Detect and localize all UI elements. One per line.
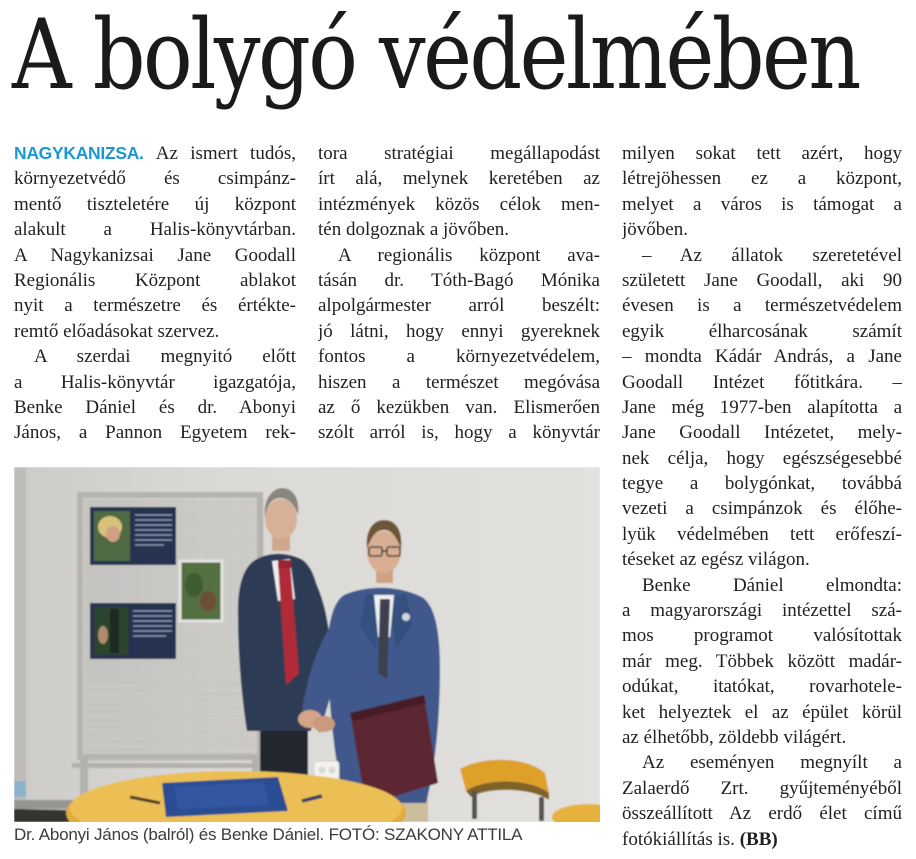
text-line: ket helyeztek el az épület körül: [622, 701, 902, 723]
text-column-1: [14, 141, 296, 446]
text-line: alakult a Halis-könyvtárban.: [14, 219, 296, 241]
text-line: a magyarországi intézettel szá-: [622, 600, 902, 622]
text-line: jó látni, hogy ennyi gyereknek: [318, 320, 600, 342]
author-initials: (BB): [734, 828, 778, 850]
text-line: téseket az egész világon.: [622, 549, 810, 571]
text-line: Zalaerdő Zrt. gyűjteményéből: [622, 777, 902, 799]
text-line: NAGYKANIZSA. Az ismert tudós,: [14, 143, 296, 164]
text-line: már meg. Többek között madár-: [622, 650, 902, 672]
text-line: írt alá, melynek keretében az: [318, 168, 600, 190]
text-line: nyit a természetre és értékte-: [14, 295, 296, 317]
article-photo-illustration: [14, 467, 600, 822]
text-line: Az eseményen megnyílt a: [642, 752, 902, 774]
folder-blue: [162, 777, 288, 817]
text-line: tén dolgoznak a jövőben.: [318, 219, 510, 241]
text-line: mentő tiszteletére új központ: [14, 193, 296, 215]
exhibition-poster-top: [90, 507, 176, 565]
text-line: A regionális központ ava-: [338, 244, 600, 266]
text-line: tásán dr. Tóth-Bagó Mónika: [318, 269, 600, 291]
text-line: lyük védelmében tett erőfeszí-: [622, 523, 902, 545]
text-line: odúkat, itatókat, rovarhotele-: [622, 676, 902, 698]
location-kicker: NAGYKANIZSA.: [14, 143, 156, 163]
text-line: Benke Dániel elmondta:: [642, 574, 902, 596]
text-line: fontos a környezetvédelem,: [318, 346, 600, 368]
text-line: Goodall Intézet főtitkára. –: [622, 371, 902, 393]
photo-caption-text: Dr. Abonyi János (balról) és Benke Dániel.: [14, 825, 325, 844]
text-line: szólt arról is, hogy a könyvtár: [318, 422, 600, 444]
text-line: vezeti a csimpánzok és élőhe-: [622, 498, 902, 520]
text-line: alpolgármester arról beszélt:: [318, 295, 600, 317]
article-title: A bolygó védelmében: [12, 0, 859, 111]
text-line: melyet a város is támogat a: [622, 193, 902, 215]
photo-caption: [14, 824, 614, 845]
text-line: Jane Goodall Intézetet, mely-: [622, 422, 902, 444]
text-line: – Az állatok szeretetével: [642, 244, 902, 266]
blue-object: [14, 781, 26, 797]
text-line: A Nagykanizsai Jane Goodall: [14, 244, 296, 266]
text-column-2: [318, 141, 600, 446]
text-line: környezetvédő és csimpánz-: [14, 168, 296, 190]
text-line: jövőben.: [622, 219, 688, 241]
text-line: János, a Pannon Egyetem rek-: [14, 422, 296, 444]
text-line: tora stratégiai megállapodást: [318, 143, 600, 164]
text-line: A szerdai megnyitó előtt: [34, 346, 296, 368]
article-photo: [14, 467, 600, 822]
text-line: milyen sokat tett azért, hogy: [622, 143, 902, 164]
text-line: nek célja, hogy egészségesebbé: [622, 447, 902, 469]
exhibition-poster-bottom: [90, 603, 176, 659]
text-line: mos programot valósítottak: [622, 625, 902, 647]
text-line: létrejöhessen ez a központ,: [622, 168, 902, 190]
photo-credit: FOTÓ: SZAKONY ATTILA: [328, 825, 523, 844]
text-line: Regionális Központ ablakot: [14, 269, 296, 291]
text-line: összeállított Az erdő élet című: [622, 803, 902, 825]
text-line: Jane még 1977-ben alapította a: [622, 396, 902, 418]
text-line: Benke Dániel és dr. Abonyi: [14, 396, 296, 418]
text-line: – mondta Kádár András, a Jane: [622, 346, 902, 368]
text-line: évesen is a természetvédelem: [622, 295, 902, 317]
text-line: egyik élharcosának számít: [622, 320, 902, 342]
text-line: született Jane Goodall, aki 90: [622, 269, 902, 291]
text-line: hiszen a természet megóvása: [318, 371, 600, 393]
text-column-3: [622, 141, 902, 852]
exhibition-poster-side: [180, 561, 222, 621]
text-line: tegye a bolygónkat, továbbá: [622, 473, 902, 495]
text-line: remtő előadásokat szervez.: [14, 320, 220, 342]
text-line: az ő kezükben van. Elismerően: [318, 396, 600, 418]
text-line: az élhetőbb, zöldebb világért.: [622, 726, 847, 748]
text-line: fotókiállítás is. (BB): [622, 828, 778, 850]
text-line: a Halis-könyvtár igazgatója,: [14, 371, 296, 393]
text-line: intézmények közös célok men-: [318, 193, 600, 215]
